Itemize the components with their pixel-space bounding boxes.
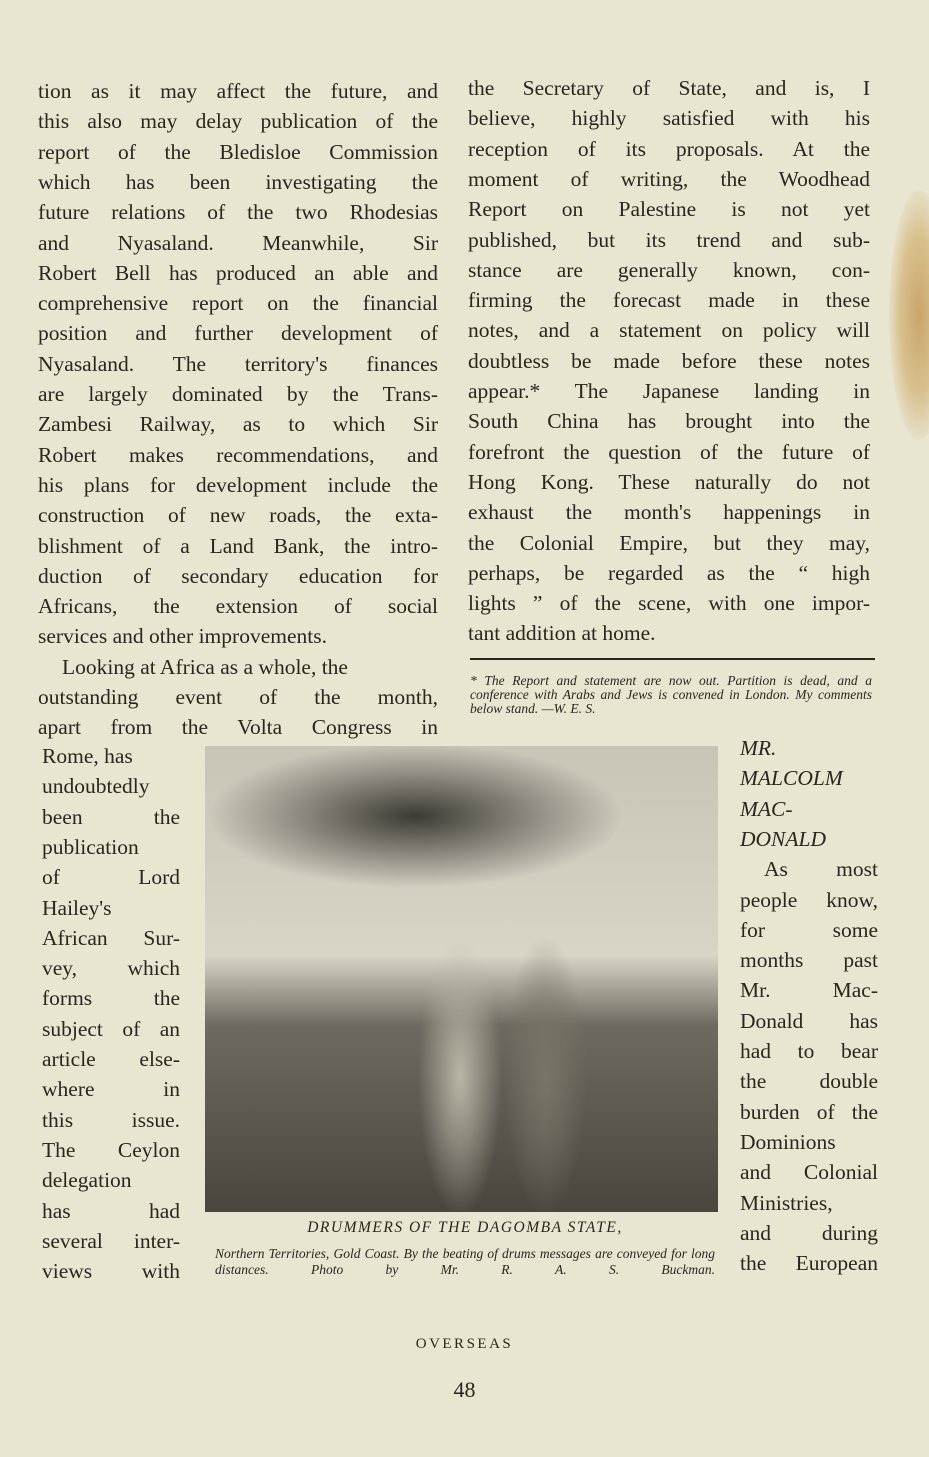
- text-line: has had: [42, 1198, 180, 1223]
- text-line: the Secretary of State, and is, I: [468, 76, 870, 100]
- text-line: Hong Kong. These naturally do not: [468, 469, 870, 494]
- text-line: where in: [42, 1077, 180, 1102]
- text-line: article else-: [42, 1047, 180, 1071]
- text-line: this also may delay publication of the: [38, 109, 438, 134]
- text-line: Looking at Africa as a whole, the: [62, 654, 348, 679]
- text-line: moment of writing, the Woodhead: [468, 166, 870, 191]
- text-line: had to bear: [740, 1039, 878, 1063]
- text-line: apart from the Volta Congress in: [38, 715, 438, 740]
- paper-stain: [889, 190, 929, 440]
- text-line: several inter-: [42, 1228, 180, 1253]
- text-line: As most: [764, 857, 878, 882]
- text-line: forefront the question of the future of: [468, 439, 870, 464]
- text-line: Dominions: [740, 1129, 836, 1154]
- text-line: for some: [740, 917, 878, 942]
- footnote: * The Report and statement are now out. Partition is dead, and a conference with Arabs and Jews is convened in London. My comments below stand. —W. E. S.: [470, 673, 872, 716]
- text-line: stance are generally known, con-: [468, 257, 870, 282]
- page-number: 48: [453, 1377, 476, 1402]
- photo-caption: Northern Territories, Gold Coast. By the beating of drums messages are conveyed for long distances. Photo by Mr. R. A. S. Buckman.: [215, 1246, 715, 1277]
- text-line: vey, which: [42, 956, 180, 981]
- text-line: DONALD: [740, 826, 827, 851]
- text-line: African Sur-: [42, 925, 180, 950]
- text-line: blishment of a Land Bank, the intro-: [38, 533, 438, 558]
- text-line: firming the forecast made in these: [468, 288, 870, 313]
- text-line: MALCOLM: [740, 766, 843, 791]
- text-line: subject of an: [42, 1016, 180, 1041]
- text-line: Hailey's: [42, 895, 112, 920]
- text-line: this issue.: [42, 1107, 180, 1132]
- text-line: published, but its trend and sub-: [468, 227, 870, 252]
- text-line: Rome, has: [42, 744, 133, 768]
- text-line: delegation: [42, 1168, 132, 1193]
- text-line: which has been investigating the: [38, 169, 438, 194]
- text-line: outstanding event of the month,: [38, 685, 438, 709]
- text-line: believe, highly satisfied with his: [468, 106, 870, 131]
- text-line: Africans, the extension of social: [38, 594, 438, 619]
- text-line: notes, and a statement on policy will: [468, 318, 870, 343]
- photo-title: DRUMMERS OF THE DAGOMBA STATE,: [307, 1219, 623, 1236]
- text-line: his plans for development include the: [38, 472, 438, 497]
- photo-drummers: [205, 746, 718, 1212]
- text-line: report of the Bledisloe Commission: [38, 139, 438, 164]
- text-line: reception of its proposals. At the: [468, 136, 870, 161]
- text-line: tant addition at home.: [468, 621, 656, 646]
- text-line: construction of new roads, the exta-: [38, 503, 438, 528]
- text-line: Mr. Mac-: [740, 978, 878, 1003]
- text-line: doubtless be made before these notes: [468, 348, 870, 373]
- text-line: Donald has: [740, 1008, 878, 1033]
- text-line: Report on Palestine is not yet: [468, 197, 870, 222]
- text-line: and during: [740, 1220, 878, 1245]
- text-line: are largely dominated by the Trans-: [38, 382, 438, 406]
- text-line: undoubtedly: [42, 774, 150, 799]
- text-line: appear.* The Japanese landing in: [468, 379, 870, 403]
- text-line: views with: [42, 1259, 180, 1284]
- text-line: months past: [740, 948, 878, 973]
- text-line: Nyasaland. The territory's finances: [38, 351, 438, 376]
- text-line: publication: [42, 834, 139, 859]
- text-line: tion as it may affect the future, and: [38, 79, 438, 103]
- text-line: position and further development of: [38, 321, 438, 346]
- text-line: forms the: [42, 986, 180, 1011]
- text-line: Robert makes recommendations, and: [38, 442, 438, 467]
- footnote-rule: [470, 658, 875, 660]
- text-line: burden of the: [740, 1099, 878, 1124]
- text-line: exhaust the month's happenings in: [468, 500, 870, 525]
- text-line: perhaps, be regarded as the “ high: [468, 560, 870, 585]
- text-line: MAC-: [740, 796, 793, 821]
- text-line: comprehensive report on the financial: [38, 291, 438, 316]
- text-line: and Nyasaland. Meanwhile, Sir: [38, 230, 438, 255]
- text-line: people know,: [740, 887, 878, 912]
- text-line: The Ceylon: [42, 1137, 180, 1162]
- text-line: Robert Bell has produced an able and: [38, 260, 438, 285]
- text-line: Zambesi Railway, as to which Sir: [38, 412, 438, 437]
- text-line: Ministries,: [740, 1190, 833, 1215]
- text-line: MR.: [740, 736, 777, 760]
- text-line: future relations of the two Rhodesias: [38, 200, 438, 225]
- text-line: lights ” of the scene, with one impor-: [468, 591, 870, 616]
- running-title: OVERSEAS: [415, 1336, 514, 1352]
- text-line: services and other improvements.: [38, 624, 327, 649]
- text-line: the Colonial Empire, but they may,: [468, 530, 870, 555]
- text-line: duction of secondary education for: [38, 563, 438, 588]
- text-line: of Lord: [42, 865, 180, 890]
- text-line: and Colonial: [740, 1160, 878, 1185]
- text-line: the double: [740, 1069, 878, 1094]
- text-line: the European: [740, 1251, 878, 1276]
- text-line: South China has brought into the: [468, 409, 870, 434]
- text-line: been the: [42, 804, 180, 829]
